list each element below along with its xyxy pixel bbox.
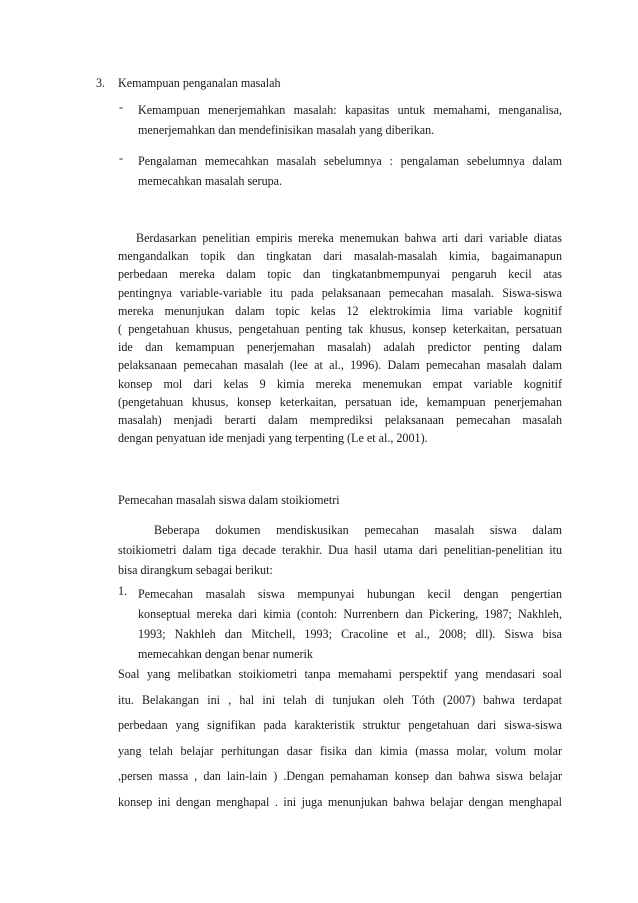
text-line: mengandalkan topik dan tingkatan dari masalah-masalah kimia, bagaimanapun: [118, 249, 562, 264]
text-line: ,persen massa , dan lain-lain ) .Dengan pemahaman konsep dan bahwa siswa belajar: [118, 769, 562, 784]
bullet-item: [138, 100, 562, 140]
text-line: menerjemahkan dan mendefinisikan masalah yang diberikan.: [138, 123, 435, 137]
text-line: stoikiometri dalam tiga decade terakhir. Dua hasil utama dari penelitian-penelitian itu: [118, 543, 562, 557]
text-line: bisa dirangkum sebagai berikut:: [118, 563, 273, 577]
section-number: 3.: [96, 76, 106, 90]
text-line: memecahkan masalah serupa.: [138, 174, 283, 188]
text-line: Pengalaman memecahkan masalah sebelumnya : pengalaman sebelumnya dalam: [138, 154, 562, 168]
numbered-item: [138, 584, 562, 664]
bullet-dash: -: [119, 151, 124, 165]
text-line: perbedaan yang signifikan pada karakteristik struktur pengetahuan dari siswa-siswa: [118, 718, 562, 733]
text-line: 1993; Nakhleh dan Mitchell, 1993; Cracoline et al., 2008; dll). Siswa bisa: [138, 627, 562, 641]
text-line: yang telah belajar perhitungan dasar fisika dan kimia (massa molar, volum molar: [118, 743, 562, 758]
text-line: ide dan kemampuan penerjemahan masalah) adalah predictor penting dalam: [118, 340, 562, 355]
text-line: itu. Belakangan ini , hal ini telah di tunjukan oleh Tóth (2007) bahwa terdapat: [118, 692, 562, 707]
text-line: Beberapa dokumen mendiskusikan pemecahan masalah siswa dalam: [154, 523, 562, 537]
text-line: pentingnya variable-variable itu pada pelaksanaan pemecahan masalah. Siswa-siswa: [118, 285, 562, 300]
text-line: mereka menunjukan dalam topic kelas 12 elektrokimia lima variable kognitif: [118, 303, 562, 318]
text-line: dengan penyatuan ide menjadi yang terpenting (Le et al., 2001).: [118, 431, 428, 446]
text-line: ( pengetahuan khusus, pengetahuan penting tak khusus, konsep keterkaitan, persatuan: [118, 322, 562, 337]
section-title: Kemampuan penganalan masalah: [118, 76, 281, 90]
text-line: Soal yang melibatkan stoikiometri tanpa memahami perspektif yang mendasari soal: [118, 667, 562, 681]
text-line: Berdasarkan penelitian empiris mereka menemukan bahwa arti dari variable diatas: [136, 231, 562, 245]
text-line: masalah) menjadi berarti dalam memprediksi pelaksanaan pemecahan masalah: [118, 413, 562, 428]
text-line: memecahkan dengan benar numerik: [138, 647, 313, 661]
text-line: perbedaan mereka dalam topic dan tingkatanbmempunyai pengaruh kecil atas: [118, 267, 562, 282]
bullet-dash: -: [119, 100, 124, 114]
text-line: pelaksanaan pemecahan masalah (lee at al., 1996). Dalam pemecahan masalah dalam: [118, 358, 562, 373]
paragraph: [118, 520, 562, 580]
subheading: Pemecahan masalah siswa dalam stoikiometri: [118, 493, 340, 507]
text-line: (pengetahuan khusus, konsep keterkaitan, persatuan ide, kemampuan penerjemahan: [118, 394, 562, 409]
text-line: Kemampuan menerjemahkan masalah: kapasitas untuk memahami, menganalisa,: [138, 103, 562, 117]
bullet-item: [138, 151, 562, 191]
list-number: 1.: [118, 584, 128, 598]
text-line: konseptual mereka dari kimia (contoh: Nurrenbern dan Pickering, 1987; Nakhleh,: [138, 607, 562, 621]
paragraph: [118, 229, 562, 447]
text-line: konsep mol dari kelas 9 kimia mereka menemukan empat variable kognitif: [118, 376, 562, 391]
text-line: konsep ini dengan menghapal . ini juga menunjukan bahwa belajar dengan menghapal: [118, 794, 562, 809]
text-line: Pemecahan masalah siswa mempunyai hubungan kecil dengan pengertian: [138, 587, 562, 601]
paragraph: [118, 662, 562, 816]
